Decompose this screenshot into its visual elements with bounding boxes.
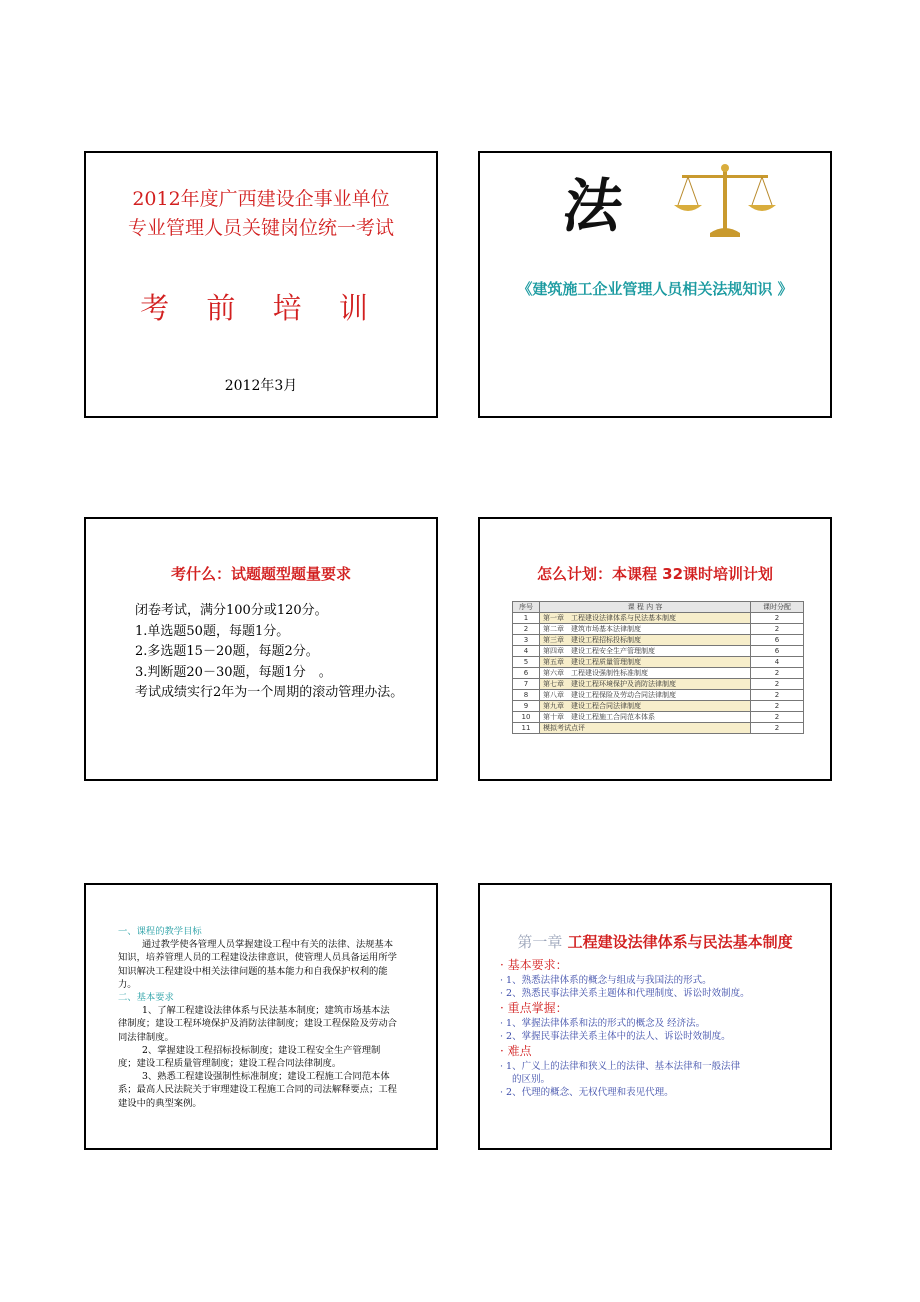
col-header-hours: 课时分配 xyxy=(751,602,804,613)
list-item: · 1、熟悉法律体系的概念与组成与我国法的形式。 xyxy=(500,975,712,986)
row-number: 4 xyxy=(513,646,540,657)
cover-date: 2012年3月 xyxy=(224,378,298,394)
exam-body xyxy=(135,601,403,704)
paragraph: 3、熟悉工程建设强制性标准制度；建设工程施工合同范本体系；最高人民法院关于审理建设工程施工合同的司法解释要点；工程建设中的典型案例。 xyxy=(118,1071,397,1109)
table-row xyxy=(513,624,804,635)
row-number: 10 xyxy=(513,712,540,723)
row-number: 6 xyxy=(513,668,540,679)
row-content: 第八章 建设工程保险及劳动合同法律制度 xyxy=(540,690,751,701)
chapter-heading xyxy=(480,931,830,952)
slide-law-title xyxy=(478,151,832,418)
row-content: 第四章 建设工程安全生产管理制度 xyxy=(540,646,751,657)
row-hours: 2 xyxy=(751,679,804,690)
table-row xyxy=(513,657,804,668)
law-calligraphy: 法 xyxy=(558,172,629,240)
row-content: 第二章 建筑市场基本法律制度 xyxy=(540,624,751,635)
table-header-row xyxy=(513,602,804,613)
table-row xyxy=(513,635,804,646)
row-number: 1 xyxy=(513,613,540,624)
plan-heading: 怎么计划：本课程 32课时培训计划 xyxy=(536,565,774,583)
table-row xyxy=(513,690,804,701)
cover-title xyxy=(86,185,436,243)
row-content: 第三章 建设工程招标投标制度 xyxy=(540,635,751,646)
row-hours: 2 xyxy=(751,624,804,635)
section-heading: 二、基本要求 xyxy=(118,992,174,1004)
cover-title-line2: 专业管理人员关键岗位统一考试 xyxy=(127,217,394,239)
row-number: 2 xyxy=(513,624,540,635)
cover-main-title: 考 前 培 训 xyxy=(140,291,382,325)
row-content: 第六章 工程建设强制性标准制度 xyxy=(540,668,751,679)
table-row xyxy=(513,646,804,657)
key-heading-master: · 重点掌握： xyxy=(500,1001,568,1015)
row-content: 第一章 工程建设法律体系与民法基本制度 xyxy=(540,613,751,624)
slide-training-plan xyxy=(478,517,832,781)
exam-line: 1.单选题50题，每题1分。 xyxy=(135,623,290,639)
row-hours: 2 xyxy=(751,712,804,723)
row-content: 模拟考试点评 xyxy=(540,723,751,734)
list-item: · 2、代理的概念、无权代理和表见代理。 xyxy=(500,1087,674,1098)
col-header-no: 序号 xyxy=(513,602,540,613)
row-content: 第七章 建设工程环境保护及消防法律制度 xyxy=(540,679,751,690)
table-row xyxy=(513,712,804,723)
cover-title-line1: 2012年度广西建设企事业单位 xyxy=(132,188,390,210)
chapter-number: 第一章 xyxy=(517,933,563,951)
plan-table xyxy=(512,601,804,734)
goals-body xyxy=(118,925,398,1110)
list-item: · 1、掌握法律体系和法的形式的概念及 经济法。 xyxy=(500,1018,706,1029)
row-hours: 6 xyxy=(751,646,804,657)
paragraph: 1、了解工程建设法律体系与民法基本制度；建筑市场基本法律制度；建设工程环境保护及消防法律制度；建设工程保险及劳动合同法律制度。 xyxy=(118,1005,397,1043)
scales-of-justice-icon xyxy=(670,161,780,241)
exam-line: 考试成绩实行2年为一个周期的滚动管理办法。 xyxy=(135,685,404,700)
exam-line: 3.判断题20－30题，每题1分 。 xyxy=(135,664,332,680)
row-hours: 4 xyxy=(751,657,804,668)
row-number: 8 xyxy=(513,690,540,701)
list-item: 的区别。 xyxy=(512,1074,551,1085)
row-content: 第九章 建设工程合同法律制度 xyxy=(540,701,751,712)
row-number: 5 xyxy=(513,657,540,668)
table-row xyxy=(513,668,804,679)
slide-exam-requirements xyxy=(84,517,438,781)
key-heading-basic: · 基本要求： xyxy=(500,958,568,972)
col-header-content: 课 程 内 容 xyxy=(540,602,751,613)
list-item: · 2、掌握民事法律关系主体中的法人、诉讼时效制度。 xyxy=(500,1031,731,1042)
table-row xyxy=(513,613,804,624)
row-hours: 2 xyxy=(751,723,804,734)
list-item: · 2、熟悉民事法律关系主题体和代理制度、诉讼时效制度。 xyxy=(500,988,750,999)
row-content: 第十章 建设工程施工合同范本体系 xyxy=(540,712,751,723)
row-number: 7 xyxy=(513,679,540,690)
slide-chapter-one xyxy=(478,883,832,1150)
row-content: 第五章 建设工程质量管理制度 xyxy=(540,657,751,668)
course-subtitle: 《建筑施工企业管理人员相关法规知识 》 xyxy=(517,280,793,298)
exam-heading: 考什么：试题题型题量要求 xyxy=(170,565,351,583)
chapter-body xyxy=(500,957,820,1099)
section-heading: 一、课程的教学目标 xyxy=(118,926,202,937)
table-row xyxy=(513,679,804,690)
list-item: · 1、广义上的法律和狭义上的法律、基本法律和一般法律 xyxy=(500,1061,741,1072)
slide-teaching-goals xyxy=(84,883,438,1150)
exam-line: 2.多选题15－20题，每题2分。 xyxy=(135,644,319,659)
table-row xyxy=(513,723,804,734)
row-hours: 2 xyxy=(751,701,804,712)
row-number: 11 xyxy=(513,723,540,734)
row-hours: 2 xyxy=(751,613,804,624)
row-hours: 2 xyxy=(751,668,804,679)
row-hours: 6 xyxy=(751,635,804,646)
row-number: 3 xyxy=(513,635,540,646)
paragraph: 通过教学使各管理人员掌握建设工程中有关的法律、法规基本知识，培养管理人员的工程建设法律意识，使管理人员具备运用所学知识解决工程建设中相关法律问题的基本能力和自我保护权利的能力。 xyxy=(118,939,397,990)
chapter-title: 工程建设法律体系与民法基本制度 xyxy=(567,933,793,951)
row-hours: 2 xyxy=(751,690,804,701)
exam-line: 闭卷考试，满分100分或120分。 xyxy=(135,603,328,618)
row-number: 9 xyxy=(513,701,540,712)
slide-cover xyxy=(84,151,438,418)
table-row xyxy=(513,701,804,712)
paragraph: 2、掌握建设工程招标投标制度；建设工程安全生产管理制度；建设工程质量管理制度；建设工程合同法律制度。 xyxy=(118,1044,381,1070)
key-heading-difficult: · 难点 xyxy=(500,1044,532,1058)
